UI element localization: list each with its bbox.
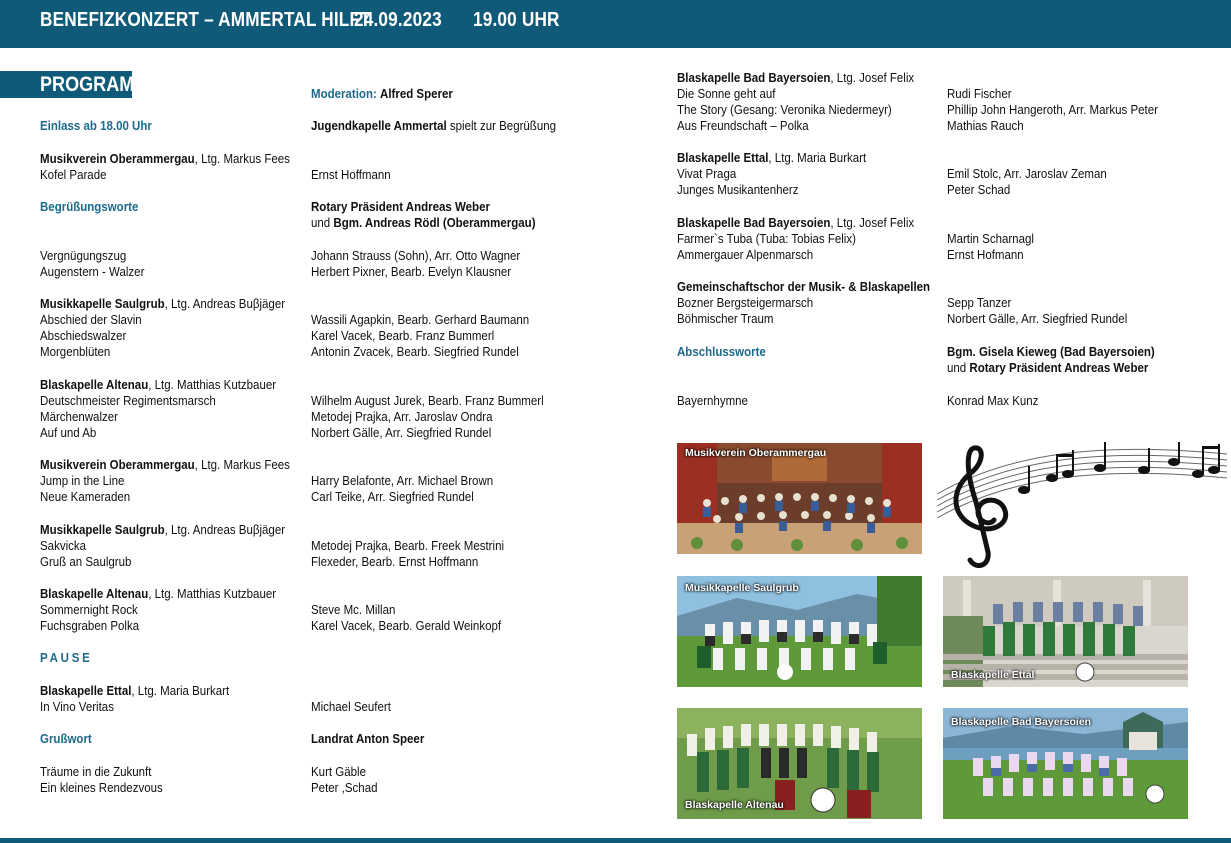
photo-saulgrub — [677, 576, 922, 687]
band-heading: Blaskapelle Altenau, Ltg. Matthias Kutzbauer — [40, 378, 277, 392]
photo-oberammergau-image — [677, 443, 922, 554]
piece-title: Abschiedswalzer — [40, 329, 127, 343]
piece-title: Böhmischer Traum — [677, 312, 774, 326]
band-heading: Musikverein Oberammergau, Ltg. Markus Fees — [40, 458, 290, 472]
section-heading: Begrüßungsworte — [40, 200, 139, 214]
piece-composer: Harry Belafonte, Arr. Michael Brown — [311, 474, 494, 488]
piece-title: Sakvicka — [40, 539, 87, 553]
piece-title: Morgenblüten — [40, 345, 111, 359]
speaker-name: und Rotary Präsident Andreas Weber — [947, 361, 1149, 375]
concert-date: 24.09.2023 — [354, 9, 442, 31]
piece-composer: Sepp Tanzer — [947, 296, 1012, 310]
piece-title: Neue Kameraden — [40, 490, 131, 504]
piece-composer: Karel Vacek, Bearb. Franz Bummerl — [311, 329, 495, 343]
jugend-line: Jugendkapelle Ammertal spielt zur Begrüßung — [311, 119, 557, 133]
piece-composer: Mathias Rauch — [947, 119, 1024, 133]
piece-composer: Karel Vacek, Bearb. Gerald Weinkopf — [311, 619, 502, 633]
band-heading: Blaskapelle Altenau, Ltg. Matthias Kutzbauer — [40, 587, 277, 601]
piece-title: Gruß an Saulgrub — [40, 555, 132, 569]
section-heading: Abschlussworte — [677, 345, 766, 359]
piece-composer: Phillip John Hangeroth, Arr. Markus Peter — [947, 103, 1158, 117]
piece-composer: Johann Strauss (Sohn), Arr. Otto Wagner — [311, 249, 521, 263]
piece-title: In Vino Veritas — [40, 700, 114, 714]
photo-altenau — [677, 708, 922, 819]
piece-composer: Emil Stolc, Arr. Jaroslav Zeman — [947, 167, 1107, 181]
photo-caption: Blaskapelle Ettal — [951, 669, 1035, 681]
bottom-border — [0, 838, 1231, 843]
band-heading: Musikkapelle Saulgrub, Ltg. Andreas Buβjäger — [40, 297, 286, 311]
piece-title: Jump in the Line — [40, 474, 125, 488]
concert-title: BENEFIZKONZERT – AMMERTAL HILFT — [40, 9, 371, 31]
piece-composer: Konrad Max Kunz — [947, 394, 1039, 408]
piece-title: Junges Musikantenherz — [677, 183, 799, 197]
piece-title: Fuchsgraben Polka — [40, 619, 140, 633]
piece-title: Deutschmeister Regimentsmarsch — [40, 394, 216, 408]
piece-composer: Peter Schad — [947, 183, 1011, 197]
piece-composer: Ernst Hofmann — [947, 248, 1024, 262]
piece-title: Auf und Ab — [40, 426, 97, 440]
piece-composer: Michael Seufert — [311, 700, 391, 714]
band-heading: Musikverein Oberammergau, Ltg. Markus Fees — [40, 152, 290, 166]
piece-title: Vergnügungszug — [40, 249, 127, 263]
piece-composer: Flexeder, Bearb. Ernst Hoffmann — [311, 555, 479, 569]
photo-caption: Musikkapelle Saulgrub — [685, 582, 799, 594]
piece-composer: Norbert Gälle, Arr. Siegfried Rundel — [947, 312, 1128, 326]
pause-heading: PAUSE — [40, 651, 93, 665]
photo-caption: Blaskapelle Bad Bayersoien — [951, 716, 1092, 728]
piece-title: Märchenwalzer — [40, 410, 118, 424]
piece-composer: Carl Teike, Arr. Siegfried Rundel — [311, 490, 474, 504]
piece-composer: Kurt Gäble — [311, 765, 366, 779]
piece-title: Ein kleines Rendezvous — [40, 781, 163, 795]
band-heading: Blaskapelle Ettal, Ltg. Maria Burkart — [677, 151, 867, 165]
piece-composer: Antonin Zvacek, Bearb. Siegfried Rundel — [311, 345, 519, 359]
section-heading: Grußwort — [40, 732, 92, 746]
piece-title: Vivat Praga — [677, 167, 737, 181]
piece-title: Bozner Bergsteigermarsch — [677, 296, 814, 310]
photo-caption: Blaskapelle Altenau — [685, 799, 784, 811]
band-heading: Gemeinschaftschor der Musik- & Blaskapellen — [677, 280, 931, 294]
piece-title: The Story (Gesang: Veronika Niedermeyr) — [677, 103, 892, 117]
piece-title: Bayernhymne — [677, 394, 748, 408]
band-heading: Musikkapelle Saulgrub, Ltg. Andreas Buβjäger — [40, 523, 286, 537]
program-heading-text: PROGRAMM — [40, 73, 150, 96]
speaker-name: Bgm. Gisela Kieweg (Bad Bayersoien) — [947, 345, 1155, 359]
concert-time: 19.00 UHR — [473, 9, 560, 31]
photo-caption: Musikverein Oberammergau — [685, 447, 827, 459]
piece-title: Sommernight Rock — [40, 603, 138, 617]
band-heading: Blaskapelle Bad Bayersoien, Ltg. Josef Felix — [677, 71, 915, 85]
piece-title: Farmer`s Tuba (Tuba: Tobias Felix) — [677, 232, 856, 246]
piece-composer: Ernst Hoffmann — [311, 168, 391, 182]
piece-composer: Metodej Prajka, Arr. Jaroslav Ondra — [311, 410, 493, 424]
einlass: Einlass ab 18.00 Uhr — [40, 119, 152, 133]
speaker-name: und Bgm. Andreas Rödl (Oberammergau) — [311, 216, 536, 230]
piece-composer: Metodej Prajka, Bearb. Freek Mestrini — [311, 539, 505, 553]
band-heading: Blaskapelle Ettal, Ltg. Maria Burkart — [40, 684, 230, 698]
piece-title: Träume in die Zukunft — [40, 765, 152, 779]
piece-composer: Martin Scharnagl — [947, 232, 1034, 246]
piece-composer: Rudi Fischer — [947, 87, 1012, 101]
piece-composer: Herbert Pixner, Bearb. Evelyn Klausner — [311, 265, 512, 279]
band-heading: Blaskapelle Bad Bayersoien, Ltg. Josef Felix — [677, 216, 915, 230]
speaker-name: Rotary Präsident Andreas Weber — [311, 200, 490, 214]
piece-composer: Wilhelm August Jurek, Bearb. Franz Bummerl — [311, 394, 544, 408]
piece-title: Ammergauer Alpenmarsch — [677, 248, 814, 262]
photo-ettal — [943, 576, 1188, 687]
speaker-name: Landrat Anton Speer — [311, 732, 425, 746]
program-heading — [0, 71, 150, 98]
photo-bayersoien — [943, 708, 1188, 819]
piece-title: Aus Freundschaft – Polka — [677, 119, 809, 133]
piece-composer: Peter ,Schad — [311, 781, 378, 795]
piece-title: Kofel Parade — [40, 168, 107, 182]
moderation-line: Moderation: Alfred Sperer — [311, 87, 453, 101]
piece-composer: Steve Mc. Millan — [311, 603, 396, 617]
piece-composer: Wassili Agapkin, Bearb. Gerhard Baumann — [311, 313, 530, 327]
photo-oberammergau — [677, 443, 922, 554]
piece-title: Augenstern - Walzer — [40, 265, 145, 279]
piece-title: Abschied der Slavin — [40, 313, 142, 327]
music-notes-icon — [932, 432, 1230, 582]
piece-composer: Norbert Gälle, Arr. Siegfried Rundel — [311, 426, 492, 440]
piece-title: Die Sonne geht auf — [677, 87, 776, 101]
header-bar — [0, 0, 1231, 48]
